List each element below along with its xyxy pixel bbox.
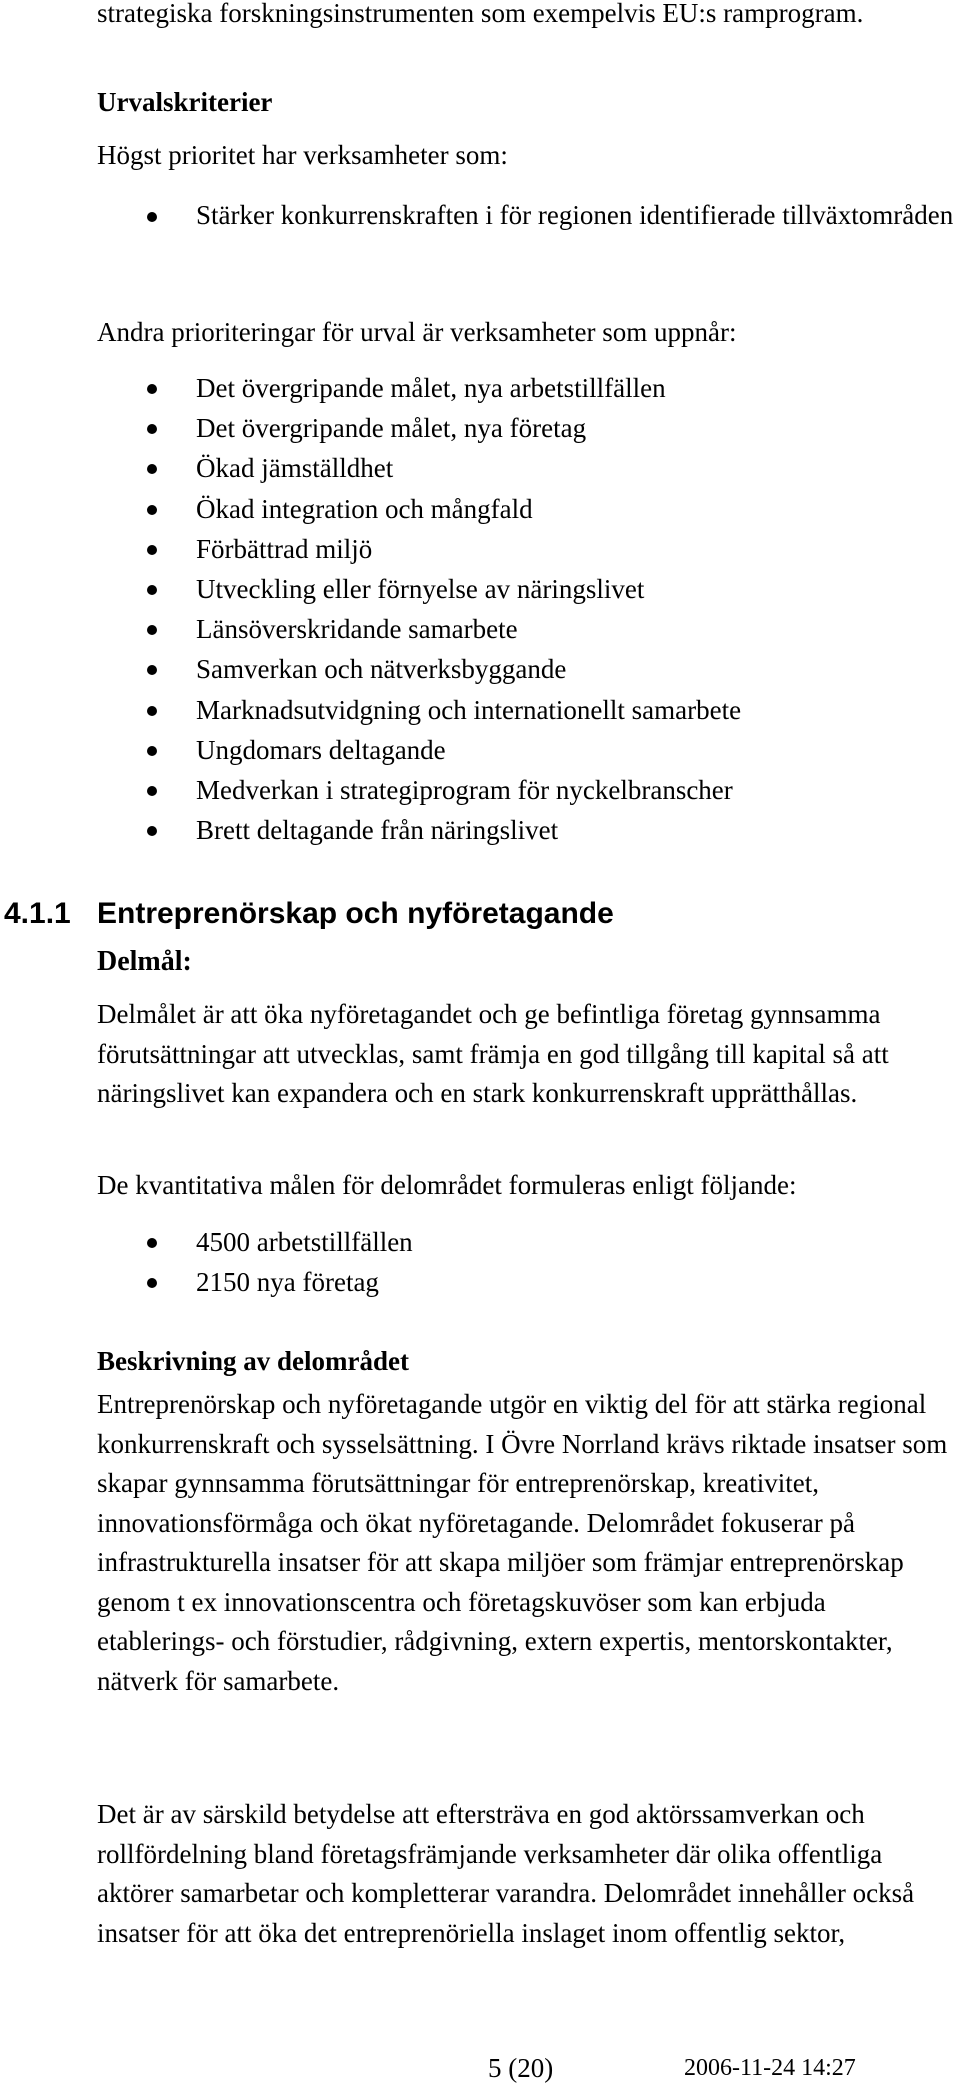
- bullet-icon: [147, 826, 157, 836]
- list-item: Ungdomars deltagande: [0, 730, 960, 770]
- bullet-icon: [147, 212, 157, 222]
- subgoal-paragraph: Delmålet är att öka nyföretagandet och ge befintliga företag gynnsamma förutsättningar att utvecklas, samt främja en god tillgång till kapital så att näringslivet kan expandera och en stark konkurrenskraft upprätthållas.: [97, 999, 889, 1108]
- bullet-icon: [147, 1278, 157, 1288]
- description-paragraph-1: Entreprenörskap och nyföretagande utgör en viktig del för att stärka regional konkurrenskraft och sysselsättning. I Övre Norrland krävs riktade insatser som skapar gynnsamma förutsättningar för entreprenörskap, kreativitet, innovationsförmåga och ökat nyföretagande. Delområdet fokuserar på infrastrukturella insatser för att skapa miljöer som främjar entreprenörskap genom t ex innovationscentra och företagskuvöser som kan erbjuda etablerings- och förstudier, rådgivning, extern expertis, mentorskontakter, nätverk för samarbete.: [97, 1389, 948, 1696]
- bullet-icon: [147, 1238, 157, 1248]
- priority-intro: Högst prioritet har verksamheter som:: [97, 140, 508, 170]
- section-title: Entreprenörskap och nyföretagande: [97, 897, 614, 930]
- other-priorities-list: [0, 368, 960, 850]
- quantitative-goals-intro: De kvantitativa målen för delområdet formuleras enligt följande:: [97, 1170, 797, 1200]
- bullet-icon: [147, 545, 157, 555]
- description-heading: Beskrivning av delområdet: [97, 1346, 410, 1376]
- priority-list: [0, 196, 960, 276]
- list-item: Utveckling eller förnyelse av näringslivet: [0, 569, 960, 609]
- list-item: Ökad integration och mångfald: [0, 489, 960, 529]
- bullet-icon: [147, 786, 157, 796]
- list-item: Förbättrad miljö: [0, 529, 960, 569]
- bullet-icon: [147, 464, 157, 474]
- list-item: 2150 nya företag: [0, 1262, 960, 1302]
- list-item: Stärker konkurrenskraften i för regionen identifierade tillväxtområden: [0, 196, 960, 276]
- bullet-icon: [147, 384, 157, 394]
- section-heading: [4, 894, 614, 934]
- list-item: 4500 arbetstillfällen: [0, 1222, 960, 1262]
- list-item: Ökad jämställdhet: [0, 448, 960, 488]
- list-item: Länsöverskridande samarbete: [0, 609, 960, 649]
- criteria-heading: Urvalskriterier: [97, 87, 273, 117]
- bullet-icon: [147, 625, 157, 635]
- intro-paragraph: strategiska forskningsinstrumenten som exempelvis EU:s ramprogram.: [97, 0, 864, 28]
- bullet-icon: [147, 746, 157, 756]
- other-priorities-intro: Andra prioriteringar för urval är verksamheter som uppnår:: [97, 317, 737, 347]
- subgoal-heading: Delmål:: [97, 946, 192, 977]
- bullet-icon: [147, 665, 157, 675]
- quantitative-goals-list: [0, 1222, 960, 1302]
- description-paragraph-2: Det är av särskild betydelse att eftersträva en god aktörssamverkan och rollfördelning bland företagsfrämjande verksamheter där olika offentliga aktörer samarbetar och kompletterar varandra. Delområdet innehåller också insatser för att öka det entreprenöriella inslaget inom offentlig sektor,: [97, 1799, 915, 1948]
- footer-timestamp: 2006-11-24 14:27: [684, 2055, 856, 2081]
- list-item: Marknadsutvidgning och internationellt samarbete: [0, 690, 960, 730]
- bullet-icon: [147, 585, 157, 595]
- page-number: 5 (20): [488, 2053, 554, 2083]
- list-item: Det övergripande målet, nya arbetstillfällen: [0, 368, 960, 408]
- section-number: 4.1.1: [4, 897, 71, 930]
- list-item: Medverkan i strategiprogram för nyckelbranscher: [0, 770, 960, 810]
- bullet-icon: [147, 706, 157, 716]
- list-item: Det övergripande målet, nya företag: [0, 408, 960, 448]
- bullet-icon: [147, 505, 157, 515]
- list-item: Brett deltagande från näringslivet: [0, 810, 960, 850]
- bullet-icon: [147, 424, 157, 434]
- list-item: Samverkan och nätverksbyggande: [0, 649, 960, 689]
